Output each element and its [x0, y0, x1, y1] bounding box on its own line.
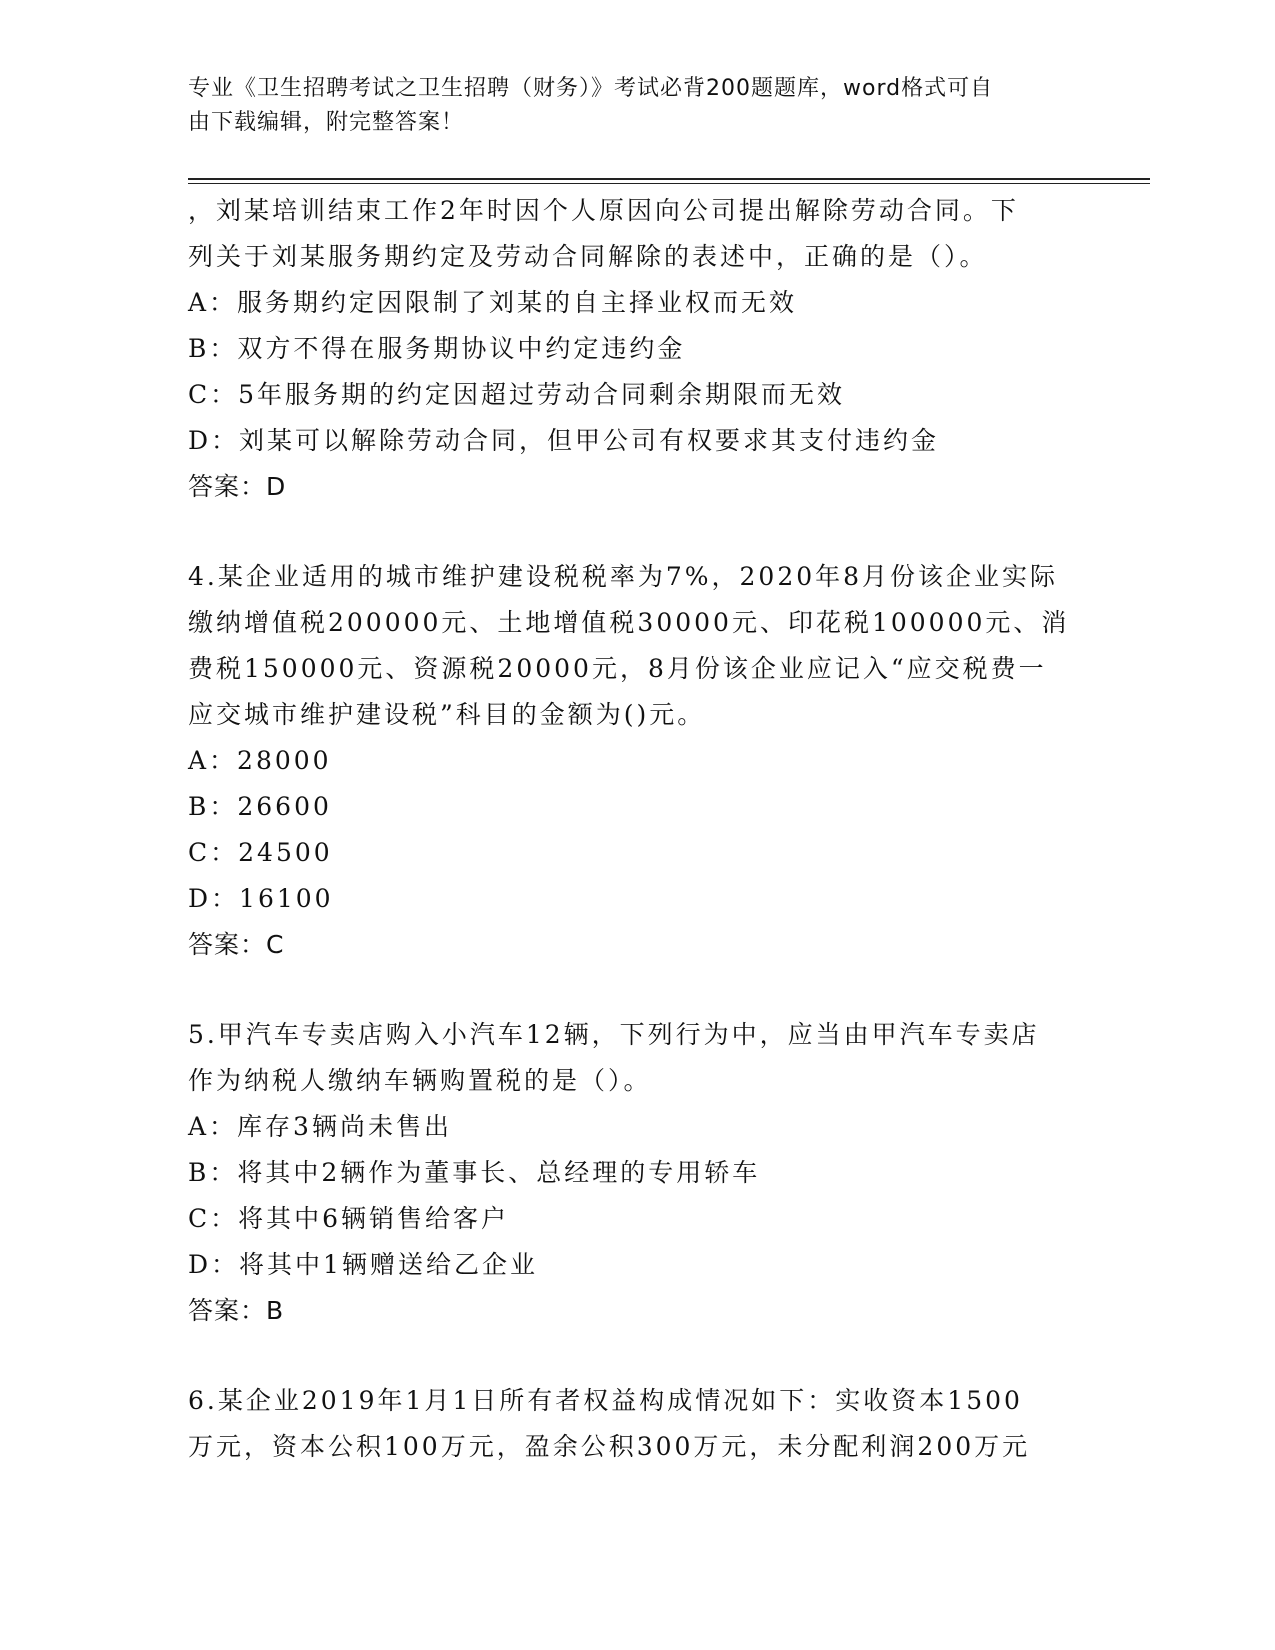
question-5-option-d: D：将其中1辆赠送给乙企业 — [188, 1250, 538, 1279]
question-5-option-c: C：将其中6辆销售给客户 — [188, 1204, 510, 1233]
header-divider-thin — [188, 183, 1150, 184]
question-gap — [188, 1334, 1088, 1378]
question-5-answer: 答案：B — [188, 1296, 285, 1325]
question-3 — [188, 188, 1088, 510]
question-6-text-1: 6.某企业2019年1月1日所有者权益构成情况如下：实收资本1500 — [188, 1386, 1023, 1415]
question-gap — [188, 510, 1088, 554]
question-5-option-b: B：将其中2辆作为董事长、总经理的专用轿车 — [188, 1158, 761, 1187]
question-4-answer: 答案：C — [188, 930, 285, 959]
question-4-text-1: 4.某企业适用的城市维护建设税税率为7%，2020年8月份该企业实际 — [188, 562, 1059, 591]
question-4-option-b: B：26600 — [188, 792, 332, 821]
header-line-2: 由下载编辑，附完整答案！ — [188, 110, 465, 135]
question-6 — [188, 1378, 1088, 1470]
question-list — [188, 188, 1088, 1470]
question-5-option-a: A：库存3辆尚未售出 — [188, 1112, 452, 1141]
header-divider-thick — [188, 178, 1150, 180]
question-5-text-1: 5.甲汽车专卖店购入小汽车12辆，下列行为中，应当由甲汽车专卖店 — [188, 1020, 1040, 1049]
question-6-text-2: 万元，资本公积100万元，盈余公积300万元，未分配利润200万元 — [188, 1432, 1031, 1461]
question-4 — [188, 554, 1088, 968]
question-4-option-c: C：24500 — [188, 838, 333, 867]
header-line-1: 专业《卫生招聘考试之卫生招聘（财务）》考试必背200题题库，word格式可自 — [188, 76, 994, 101]
question-4-option-a: A：28000 — [188, 746, 332, 775]
question-3-text-2: 列关于刘某服务期约定及劳动合同解除的表述中，正确的是（）。 — [188, 242, 988, 271]
question-3-option-b: B：双方不得在服务期协议中约定违约金 — [188, 334, 686, 363]
question-5-text-2: 作为纳税人缴纳车辆购置税的是（）。 — [188, 1066, 652, 1095]
question-4-text-3: 费税150000元、资源税20000元，8月份该企业应记入“应交税费一 — [188, 654, 1047, 683]
question-4-text-4: 应交城市维护建设税”科目的金额为()元。 — [188, 700, 706, 729]
question-4-text-2: 缴纳增值税200000元、土地增值税30000元、印花税100000元、消 — [188, 608, 1070, 637]
question-3-option-d: D：刘某可以解除劳动合同，但甲公司有权要求其支付违约金 — [188, 426, 940, 455]
question-5 — [188, 1012, 1088, 1334]
question-3-text-1: ，刘某培训结束工作2年时因个人原因向公司提出解除劳动合同。下 — [188, 196, 1019, 225]
document-header — [188, 72, 1068, 140]
question-3-option-c: C：5年服务期的约定因超过劳动合同剩余期限而无效 — [188, 380, 846, 409]
question-3-option-a: A：服务期约定因限制了刘某的自主择业权而无效 — [188, 288, 798, 317]
question-gap — [188, 968, 1088, 1012]
question-3-answer: 答案：D — [188, 472, 287, 501]
question-4-option-d: D：16100 — [188, 884, 334, 913]
